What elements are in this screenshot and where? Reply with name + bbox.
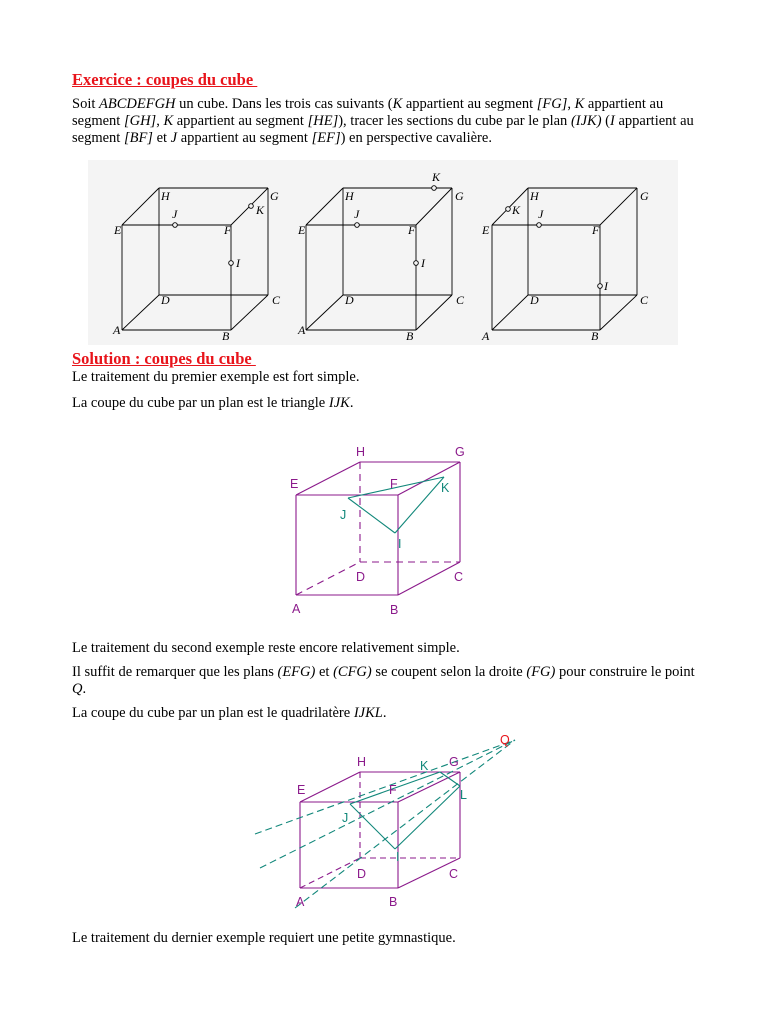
text-run: appartient au segment	[72, 96, 664, 129]
text-run: ,	[567, 96, 575, 112]
math-term: [HE]	[307, 113, 339, 129]
label-Q: Q	[500, 733, 510, 747]
math-term: [GH]	[123, 113, 157, 129]
text-run: La coupe du cube par un plan est le triangle	[72, 395, 329, 411]
label-G: G	[455, 445, 465, 459]
label-L: L	[460, 788, 467, 802]
text-run: La coupe du cube par un plan est le quadrilatère	[72, 705, 354, 721]
solution-figure-2	[250, 728, 530, 913]
text-run: et	[152, 130, 171, 146]
label-F: F	[592, 223, 600, 237]
math-term: Q	[72, 681, 83, 697]
math-term: (FG)	[526, 664, 556, 680]
label-I: I	[398, 537, 402, 551]
math-term: (CFG)	[333, 664, 372, 680]
math-term: [FG]	[536, 96, 568, 112]
text-run: Soit	[72, 96, 99, 112]
text-run: appartient au segment	[72, 113, 694, 146]
math-term: (IJK)	[570, 113, 602, 129]
math-term: I	[610, 113, 615, 129]
label-F: F	[224, 223, 232, 237]
label-K: K	[420, 759, 429, 773]
label-J: J	[340, 508, 347, 522]
label-D: D	[356, 570, 366, 584]
math-term: ABCDEFGH	[99, 96, 176, 112]
text-run: un cube. Dans les trois cas suivants (	[175, 96, 393, 112]
figure-2-labels	[296, 733, 510, 909]
solution-line-5	[72, 705, 698, 722]
text-run: appartient au segment	[173, 113, 308, 129]
math-term: J	[170, 130, 178, 146]
label-E: E	[297, 783, 306, 797]
solution-line-3	[72, 640, 698, 657]
label-H: H	[530, 189, 539, 203]
text-run: .	[349, 395, 354, 411]
figure-2-cube	[300, 772, 460, 888]
text-run: appartient au segment	[402, 96, 537, 112]
math-term: K	[574, 96, 585, 112]
label-E: E	[298, 223, 306, 237]
label-D: D	[345, 293, 354, 307]
label-K: K	[432, 170, 441, 184]
label-A: A	[292, 602, 301, 616]
text-run: se coupent selon la droite	[371, 664, 527, 680]
label-C: C	[640, 293, 649, 307]
text-run: .	[382, 705, 387, 721]
label-H: H	[345, 189, 354, 203]
math-term: IJK	[328, 395, 350, 411]
label-A: A	[482, 329, 490, 343]
math-term: [BF]	[123, 130, 153, 146]
label-I: I	[421, 256, 425, 270]
figure-1-cube	[296, 462, 460, 595]
figure-1-labels	[290, 445, 465, 617]
label-F: F	[408, 223, 416, 237]
label-D: D	[357, 867, 367, 881]
label-K: K	[441, 481, 450, 495]
label-B: B	[406, 329, 414, 343]
solution-title: Solution : coupes du cube	[72, 349, 256, 368]
label-G: G	[640, 189, 649, 203]
text-run: ), tracer les sections du cube par le plan	[338, 113, 571, 129]
label-I: I	[396, 850, 400, 864]
label-J: J	[538, 207, 544, 221]
exercise-statement	[72, 96, 698, 147]
solution-line-6	[72, 930, 698, 947]
solution-line-1	[72, 369, 698, 386]
label-E: E	[114, 223, 122, 237]
label-I: I	[236, 256, 240, 270]
label-G: G	[449, 755, 459, 769]
label-H: H	[161, 189, 170, 203]
label-J: J	[342, 811, 349, 825]
label-E: E	[482, 223, 490, 237]
label-A: A	[296, 895, 305, 909]
text-run: Il suffit de remarquer que les plans	[72, 664, 278, 680]
label-G: G	[455, 189, 464, 203]
label-J: J	[354, 207, 360, 221]
label-D: D	[161, 293, 170, 307]
label-C: C	[456, 293, 465, 307]
solution-figure-1	[280, 440, 480, 620]
label-F: F	[389, 783, 397, 797]
math-term: [EF]	[311, 130, 341, 146]
label-K: K	[256, 203, 265, 217]
text-run: Le traitement du premier exemple est fort simple.	[72, 369, 360, 385]
label-D: D	[530, 293, 539, 307]
text-run: et	[315, 664, 334, 680]
label-H: H	[357, 755, 367, 769]
exercise-cubes-figure	[88, 160, 678, 345]
text-run: Le traitement du dernier exemple requiert une petite gymnastique.	[72, 930, 456, 946]
text-run: ,	[156, 113, 164, 129]
text-run: Le traitement du second exemple reste encore relativement simple.	[72, 640, 460, 656]
label-J: J	[172, 207, 178, 221]
math-term: K	[392, 96, 403, 112]
text-run: .	[82, 681, 87, 697]
figure-2-section	[255, 740, 515, 908]
label-C: C	[272, 293, 281, 307]
math-term: IJKL	[353, 705, 383, 721]
label-B: B	[591, 329, 599, 343]
solution-line-4	[72, 664, 698, 698]
text-run: pour construire le point	[555, 664, 695, 680]
label-G: G	[270, 189, 279, 203]
label-F: F	[390, 477, 398, 491]
label-B: B	[222, 329, 230, 343]
exercise-title: Exercice : coupes du cube	[72, 70, 258, 89]
label-K: K	[512, 203, 521, 217]
text-run: ) en perspective cavalière.	[340, 130, 492, 146]
math-term: K	[163, 113, 174, 129]
math-term: (EFG)	[277, 664, 316, 680]
label-B: B	[389, 895, 398, 909]
label-C: C	[449, 867, 459, 881]
label-B: B	[390, 603, 399, 617]
solution-line-2	[72, 395, 698, 412]
label-A: A	[113, 323, 121, 337]
label-A: A	[298, 323, 306, 337]
label-I: I	[604, 279, 608, 293]
label-H: H	[356, 445, 366, 459]
text-run: appartient au segment	[177, 130, 312, 146]
label-C: C	[454, 570, 464, 584]
text-run: (	[601, 113, 610, 129]
label-E: E	[290, 477, 299, 491]
